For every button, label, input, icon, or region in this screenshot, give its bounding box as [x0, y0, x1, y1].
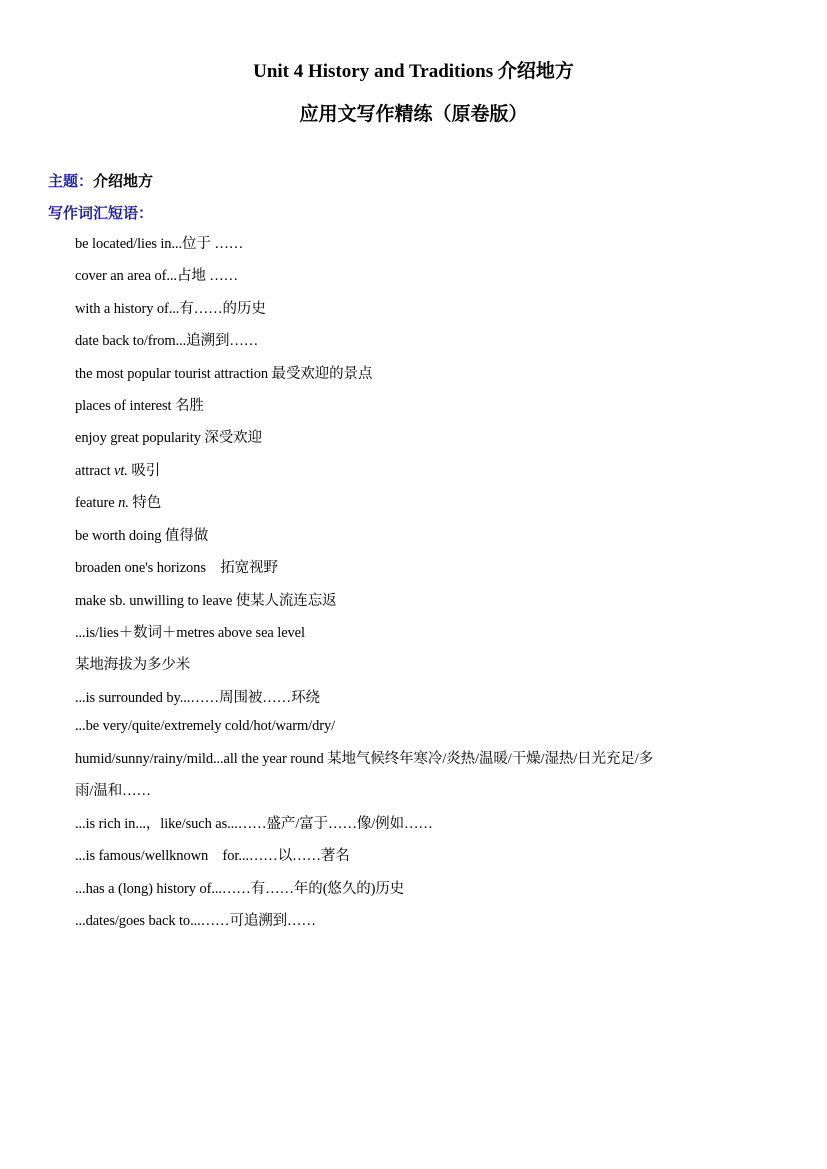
vocab-entry: broaden one's horizons 拓宽视野: [75, 560, 278, 576]
topic-heading: [48, 170, 153, 191]
vocab-entry: make sb. unwilling to leave 使某人流连忘返: [75, 593, 337, 609]
page-title: Unit 4 History and Traditions 介绍地方: [253, 61, 574, 82]
vocab-entry: humid/sunny/rainy/mild...all the year round 某地气候终年寒冷/炎热/温暖/干燥/湿热/日光充足/多: [75, 751, 654, 767]
topic-value: 介绍地方: [93, 174, 154, 190]
vocab-entry: with a history of...有……的历史: [75, 301, 266, 317]
vocab-entry: places of interest 名胜: [75, 398, 204, 414]
vocab-entry: ...is surrounded by...……周围被……环绕: [75, 690, 320, 706]
vocab-entry: cover an area of...占地 ……: [75, 268, 239, 284]
vocab-entry: ...is rich in...，like/such as...……盛产/富于……像/例如……: [75, 816, 433, 832]
vocab-entry: ...be very/quite/extremely cold/hot/warm/dry/: [75, 718, 336, 734]
vocab-entry: ...has a (long) history of...……有……年的(悠久的)历史: [75, 881, 405, 897]
vocab-entry: date back to/from...追溯到……: [75, 333, 259, 349]
vocab-entry: ...dates/goes back to...……可追溯到……: [75, 913, 316, 929]
vocab-entry: 某地海拔为多少米: [75, 657, 191, 673]
vocab-entry: attract vt. 吸引: [75, 463, 161, 479]
vocab-heading: 写作词汇短语：: [48, 206, 154, 222]
vocab-entry: ...is/lies＋数词＋metres above sea level: [75, 625, 305, 641]
vocab-entry: the most popular tourist attraction 最受欢迎的景点: [75, 366, 373, 382]
topic-label: 主题：: [48, 174, 94, 190]
vocab-entry: feature n. 特色: [75, 495, 162, 511]
vocab-entry: be worth doing 值得做: [75, 528, 209, 544]
vocab-entry: ...is famous/wellknown for...……以……著名: [75, 848, 350, 864]
vocab-entry: enjoy great popularity 深受欢迎: [75, 430, 262, 446]
vocab-entry: be located/lies in...位于 ……: [75, 236, 244, 252]
page-subtitle: 应用文写作精练（原卷版）: [299, 104, 528, 125]
vocab-entry: 雨/温和……: [75, 783, 151, 799]
